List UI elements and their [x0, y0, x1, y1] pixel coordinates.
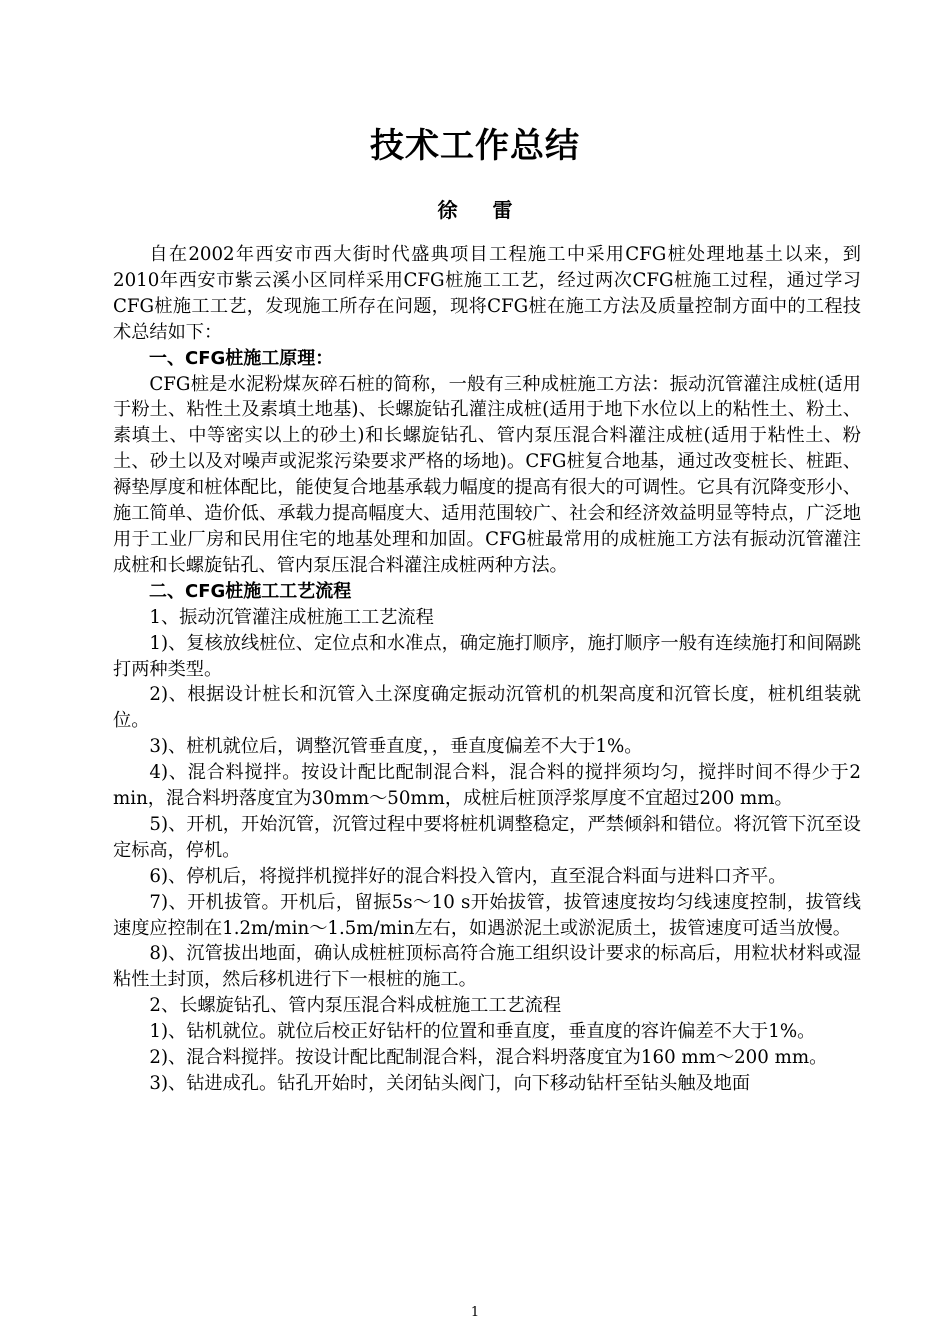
subsection-heading-2: 2、长螺旋钻孔、管内泵压混合料成桩施工工艺流程 — [149, 995, 562, 1017]
step-paragraph: 3)、钻进成孔。钻孔开始时，关闭钻头阀门，向下移动钻杆至钻头触及地面 — [149, 1073, 751, 1094]
step-paragraph: 5)、开机，开始沉管，沉管过程中要将桩机调整稳定，严禁倾斜和错位。将沉管下沉至设定标高，停机。 — [113, 813, 861, 861]
step-paragraph: 8)、沉管拔出地面，确认成桩桩顶标高符合施工组织设计要求的标高后，用粒状材料或湿粘性土封顶，然后移机进行下一根桩的施工。 — [113, 943, 861, 991]
page-number: 1 — [470, 1305, 480, 1320]
author-name: 徐 雷 — [437, 198, 513, 222]
step-paragraph: 2)、混合料搅拌。按设计配比配制混合料，混合料坍落度宜为160 mm～200 mm。 — [149, 1047, 828, 1069]
step-paragraph: 4)、混合料搅拌。按设计配比配制混合料，混合料的搅拌须均匀，搅拌时间不得少于2 min，混合料坍落度宜为30mm～50mm，成桩后桩顶浮浆厚度不宜超过200 mm。 — [113, 762, 861, 810]
section-heading-2: 二、CFG桩施工工艺流程 — [149, 580, 352, 602]
subsection-heading-1: 1、振动沉管灌注成桩施工工艺流程 — [149, 606, 434, 628]
step-paragraph: 1)、复核放线桩位、定位点和水准点，确定施打顺序，施打顺序一般有连续施打和间隔跳打两种类型。 — [113, 632, 861, 680]
section-heading-1: 一、CFG桩施工原理： — [149, 347, 334, 369]
page-title: 技术工作总结 — [370, 126, 580, 166]
step-paragraph: 1)、钻机就位。就位后校正好钻杆的位置和垂直度，垂直度的容许偏差不大于1%。 — [149, 1021, 816, 1043]
intro-paragraph: 自在2002年西安市西大街时代盛典项目工程施工中采用CFG桩处理地基土以来，到2010年西安市紫云溪小区同样采用CFG桩施工工艺，经过两次CFG桩施工过程，通过学习CFG桩施工工艺，发现施工所存在问题，现将CFG桩在施工方法及质量控制方面中的工程技术总结如下： — [113, 244, 861, 343]
step-paragraph: 3)、桩机就位后，调整沉管垂直度，，垂直度偏差不大于1%。 — [149, 736, 643, 758]
document-body — [113, 242, 861, 1097]
step-paragraph: 7)、开机拔管。开机后，留振5s～10 s开始拔管，拔管速度按均匀线速度控制，拔管线速度应控制在1.2m/min～1.5m/min左右，如遇淤泥土或淤泥质土，拔管速度可适当放慢。 — [113, 891, 861, 939]
step-paragraph: 6)、停机后，将搅拌机搅拌好的混合料投入管内，直至混合料面与进料口齐平。 — [149, 865, 787, 887]
principle-paragraph: CFG桩是水泥粉煤灰碎石桩的简称，一般有三种成桩施工方法：振动沉管灌注成桩(适用于粉土、粘性土及素填土地基)、长螺旋钻孔灌注成桩(适用于地下水位以上的粘性土、粉土、素填土、中等密实以上的砂土)和长螺旋钻孔、管内泵压混合料灌注成桩(适用于粘性土、粉土、砂土以及对噪声或泥浆污染要求严格的场地)。CFG桩复合地基，通过改变桩长、桩距、褥垫厚度和桩体配比，能使复合地基承载力幅度的提高有很大的可调性。它具有沉降变形小、施工简单、造价低、承载力提高幅度大、适用范围较广、社会和经济效益明显等特点，广泛地用于工业厂房和民用住宅的地基处理和加固。CFG桩最常用的成桩施工方法有振动沉管灌注成桩和长螺旋钻孔、管内泵压混合料灌注成桩两种方法。 — [113, 373, 861, 576]
step-paragraph: 2)、根据设计桩长和沉管入土深度确定振动沉管机的机架高度和沉管长度，桩机组装就位。 — [113, 684, 861, 732]
